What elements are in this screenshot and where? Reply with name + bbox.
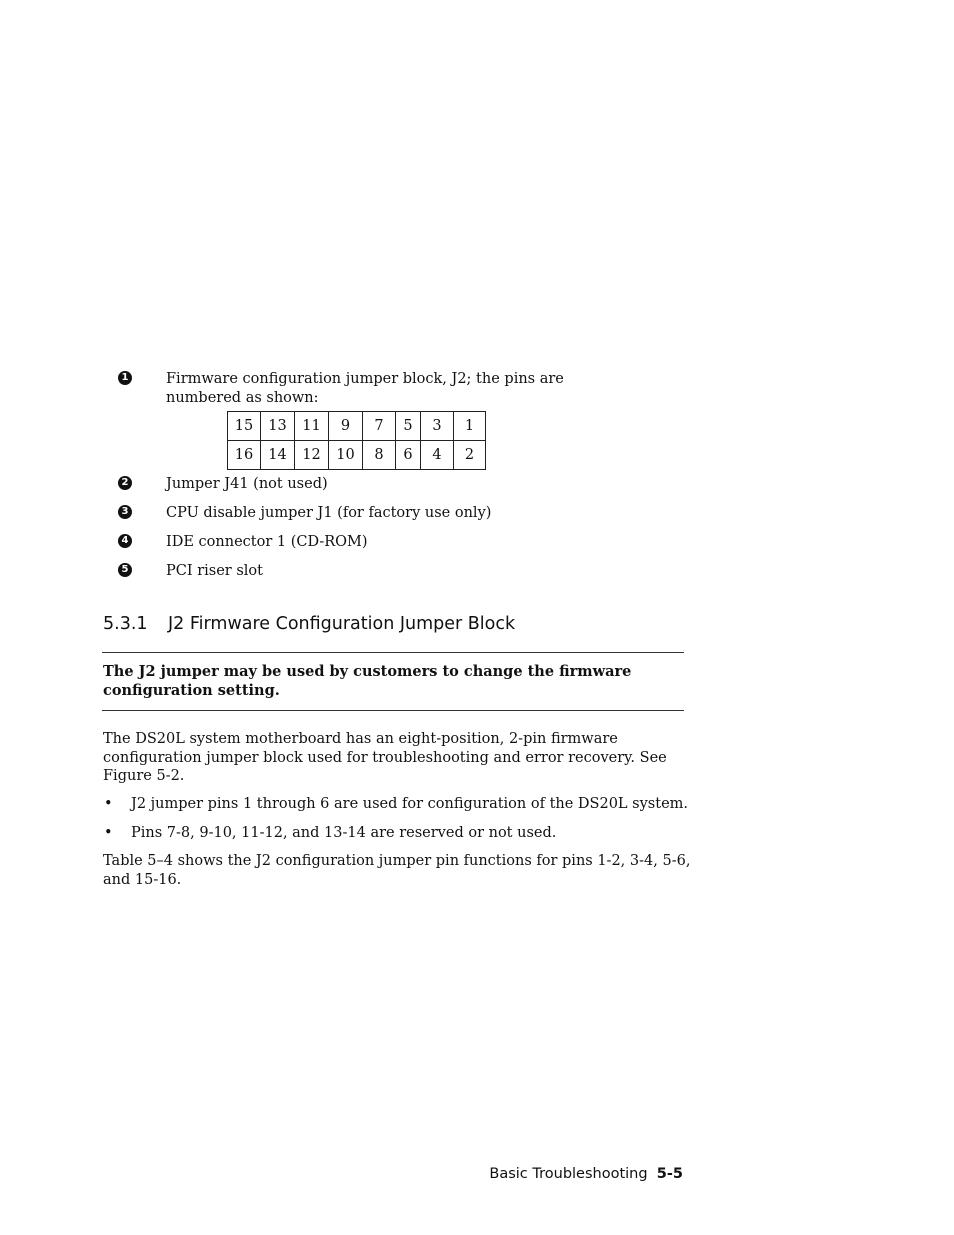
pin-cell: 5 — [396, 412, 421, 441]
bullet-item-2: Pins 7-8, 9-10, 11-12, and 13-14 are reserved or not used. — [131, 825, 557, 841]
callout-text-4: IDE connector 1 (CD-ROM) — [166, 534, 368, 550]
page-footer — [489, 1166, 683, 1182]
callout-text-5: PCI riser slot — [166, 563, 263, 579]
body-paragraph-1 — [103, 730, 667, 786]
pin-row-top — [228, 412, 486, 441]
pin-cell: 16 — [228, 441, 261, 470]
callout-text-1 — [166, 370, 564, 407]
callout-number-2: 2 — [118, 476, 132, 490]
note-top-rule — [102, 652, 684, 653]
callout-number-3: 3 — [118, 505, 132, 519]
section-title: J2 Firmware Configuration Jumper Block — [168, 614, 516, 634]
callout-text-1-line1: Firmware configuration jumper block, J2; the pins are — [166, 371, 564, 387]
callout-number-4: 4 — [118, 534, 132, 548]
paragraph-line: Figure 5-2. — [103, 768, 185, 784]
footer-chapter: Basic Troubleshooting — [489, 1166, 648, 1182]
pin-cell: 12 — [295, 441, 329, 470]
paragraph-line: and 15-16. — [103, 871, 182, 888]
pin-cell: 14 — [261, 441, 295, 470]
pin-cell: 7 — [363, 412, 396, 441]
body-paragraph-2 — [103, 852, 690, 889]
callout-number-5: 5 — [118, 563, 132, 577]
note-bottom-rule — [102, 710, 684, 711]
pin-cell: 9 — [329, 412, 363, 441]
pin-cell: 10 — [329, 441, 363, 470]
callout-text-3: CPU disable jumper J1 (for factory use only) — [166, 505, 492, 521]
note-line-1: The J2 jumper may be used by customers to change the firmware — [103, 663, 632, 680]
pin-cell: 11 — [295, 412, 329, 441]
pin-cell: 8 — [363, 441, 396, 470]
paragraph-line: Table 5–4 shows the J2 configuration jumper pin functions for pins 1-2, 3-4, 5-6, — [103, 853, 691, 869]
callout-number-1: 1 — [118, 371, 132, 385]
bullet-icon: • — [104, 796, 113, 812]
pin-cell: 3 — [421, 412, 454, 441]
pin-row-bottom — [228, 441, 486, 470]
pin-cell: 2 — [454, 441, 486, 470]
pin-cell: 1 — [454, 412, 486, 441]
pin-cell: 4 — [421, 441, 454, 470]
callout-text-2: Jumper J41 (not used) — [166, 476, 328, 492]
note-line-2: configuration setting. — [103, 681, 280, 699]
pin-cell: 13 — [261, 412, 295, 441]
section-number: 5.3.1 — [103, 614, 148, 634]
bullet-item-1: J2 jumper pins 1 through 6 are used for configuration of the DS20L system. — [131, 796, 689, 812]
pin-cell: 15 — [228, 412, 261, 441]
paragraph-line: The DS20L system motherboard has an eight-position, 2-pin firmware — [103, 731, 618, 747]
bullet-icon: • — [104, 825, 113, 841]
callout-text-1-line2: numbered as shown: — [166, 389, 319, 406]
footer-page-number: 5-5 — [656, 1166, 683, 1182]
note-text — [103, 663, 631, 700]
pin-cell: 6 — [396, 441, 421, 470]
jumper-pin-table — [227, 411, 486, 470]
paragraph-line: configuration jumper block used for troubleshooting and error recovery. See — [103, 749, 667, 766]
